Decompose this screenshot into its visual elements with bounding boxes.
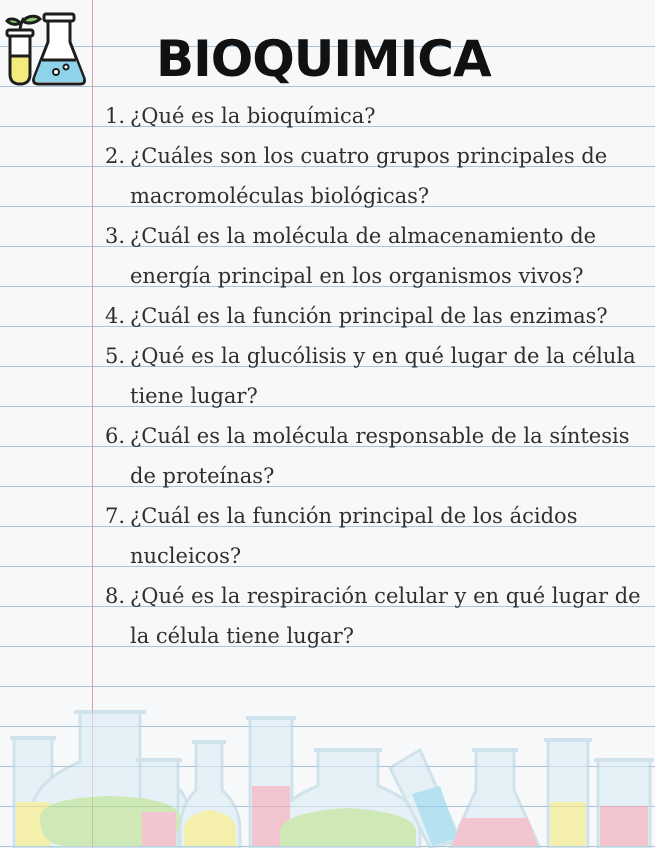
question-item [105,336,650,416]
document-title: BIOQUIMICA [156,30,491,88]
question-item [105,136,650,216]
question-text: ¿Cuáles son los cuatro grupos principales de macromoléculas biológicas? [130,144,608,208]
question-item [105,96,650,136]
question-text: ¿Cuál es la molécula responsable de la síntesis de proteínas? [130,424,630,488]
question-text: ¿Cuál es la molécula de almacenamiento de energía principal en los organismos vivos? [130,224,597,288]
question-number: 3. [105,224,126,248]
question-number: 1. [105,104,126,128]
question-item [105,216,650,296]
question-number: 5. [105,344,126,368]
question-number: 4. [105,304,126,328]
question-item [105,416,650,496]
lab-glassware-illustration [0,690,655,848]
question-item [105,296,650,336]
question-text: ¿Cuál es la función principal de los ácidos nucleicos? [130,504,578,568]
question-item [105,576,650,656]
question-number: 8. [105,584,126,608]
lab-flasks-icon [4,12,86,86]
question-text: ¿Qué es la respiración celular y en qué lugar de la célula tiene lugar? [130,584,641,648]
question-number: 6. [105,424,126,448]
question-text: ¿Cuál es la función principal de las enzimas? [130,304,608,328]
question-text: ¿Qué es la glucólisis y en qué lugar de la célula tiene lugar? [130,344,636,408]
question-number: 2. [105,144,126,168]
question-text: ¿Qué es la bioquímica? [130,104,376,128]
question-list [105,96,650,656]
question-number: 7. [105,504,126,528]
question-item [105,496,650,576]
